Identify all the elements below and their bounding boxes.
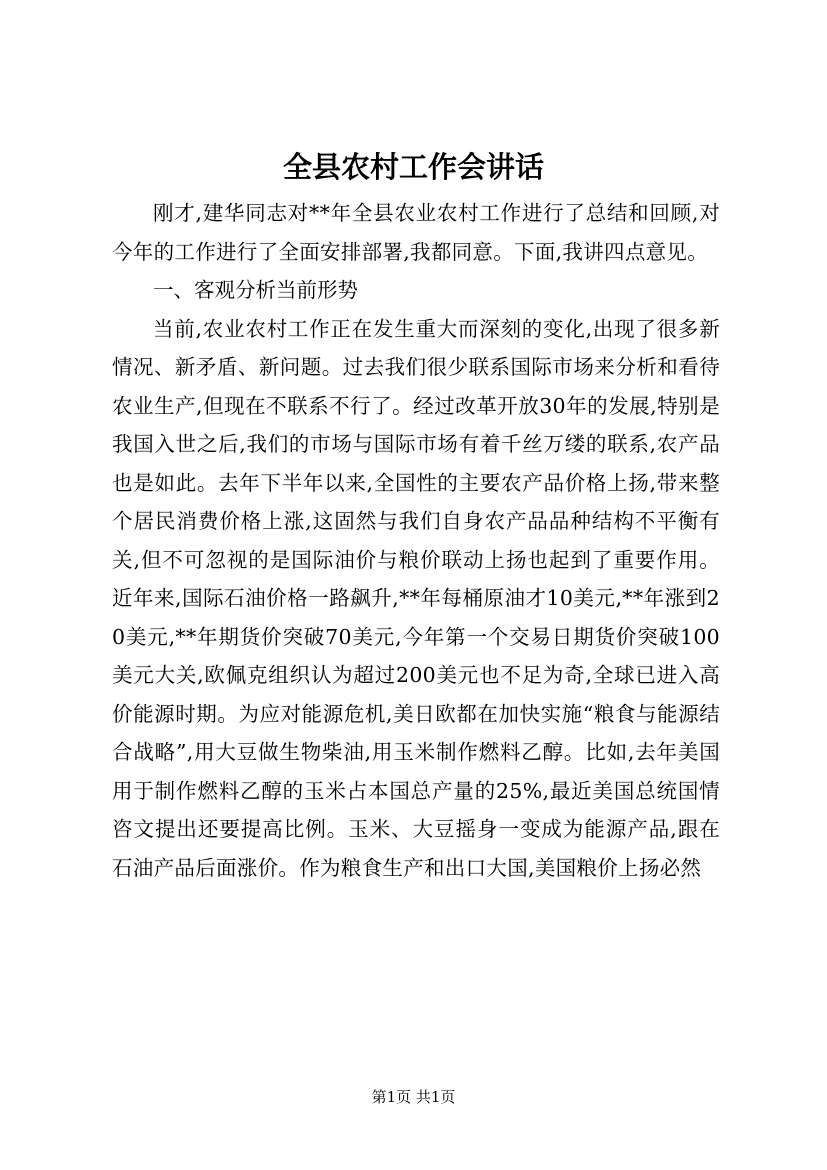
document-title: 全县农村工作会讲话 bbox=[282, 150, 544, 184]
intro-paragraph: 刚才,建华同志对**年全县农业农村工作进行了总结和回顾,对今年的工作进行了全面安排部署,我都同意。下面,我讲四点意见。 bbox=[112, 201, 720, 264]
page-footer: 第1页 共1页 bbox=[371, 1088, 456, 1106]
body-paragraph: 当前,农业农村工作正在发生重大而深刻的变化,出现了很多新情况、新矛盾、新问题。过去我们很少联系国际市场来分析和看待农业生产,但现在不联系不行了。经过改革开放30年的发展,特别是我国入世之后,我们的市场与国际市场有着千丝万缕的联系,农产品也是如此。去年下半年以来,全国性的主要农产品价格上扬,带来整个居民消费价格上涨,这固然与我们自身农产品品种结构不平衡有关,但不可忽视的是国际油价与粮价联动上扬也起到了重要作用。近年来,国际石油价格一路飙升,**年每桶原油才10美元,**年涨到20美元,**年期货价突破70美元,今年第一个交易日期货价突破100美元大关,欧佩克组织认为超过200美元也不足为奇,全球已进入高价能源时期。为应对能源危机,美日欧都在加快实施“粮食与能源结合战略”,用大豆做生物柴油,用玉米制作燃料乙醇。比如,去年美国用于制作燃料乙醇的玉米占本国总产量的25%,最近美国总统国情咨文提出还要提高比例。玉米、大豆摇身一变成为能源产品,跟在石油产品后面涨价。作为粮食生产和出口大国,美国粮价上扬必然 bbox=[112, 316, 720, 880]
section-heading: 一、客观分析当前形势 bbox=[153, 278, 358, 302]
document-body bbox=[112, 194, 720, 887]
